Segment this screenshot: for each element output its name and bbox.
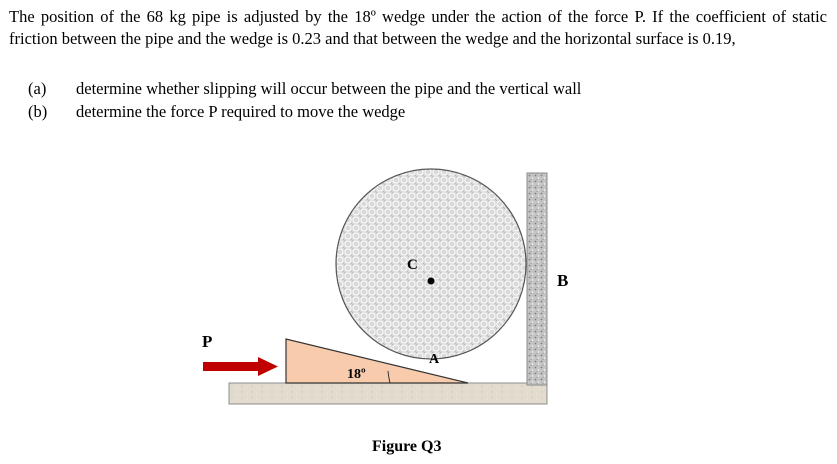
figure-caption: Figure Q3 <box>372 438 442 455</box>
pipe <box>336 169 526 359</box>
vertical-wall <box>527 173 547 385</box>
force-arrow <box>203 357 278 376</box>
floor <box>229 383 547 404</box>
part-a-label: (a) <box>28 79 47 98</box>
center-point <box>428 278 435 285</box>
part-b-label: (b) <box>28 102 48 121</box>
angle-label: 18º <box>347 367 366 382</box>
wall-label: B <box>557 271 569 290</box>
part-a-text: determine whether slipping will occur between the pipe and the vertical wall <box>76 79 582 98</box>
contact-label: A <box>429 352 440 367</box>
force-label: P <box>202 332 213 351</box>
problem-text: The position of the 68 kg pipe is adjusted by the 18º wedge under the action of the force P. If the coefficient of static friction between the pipe and the wedge is 0.23 and that between the wedge and the horizontal surface is 0.19, <box>9 7 827 48</box>
part-b-text: determine the force P required to move the wedge <box>76 102 406 121</box>
center-label: C <box>407 257 418 273</box>
